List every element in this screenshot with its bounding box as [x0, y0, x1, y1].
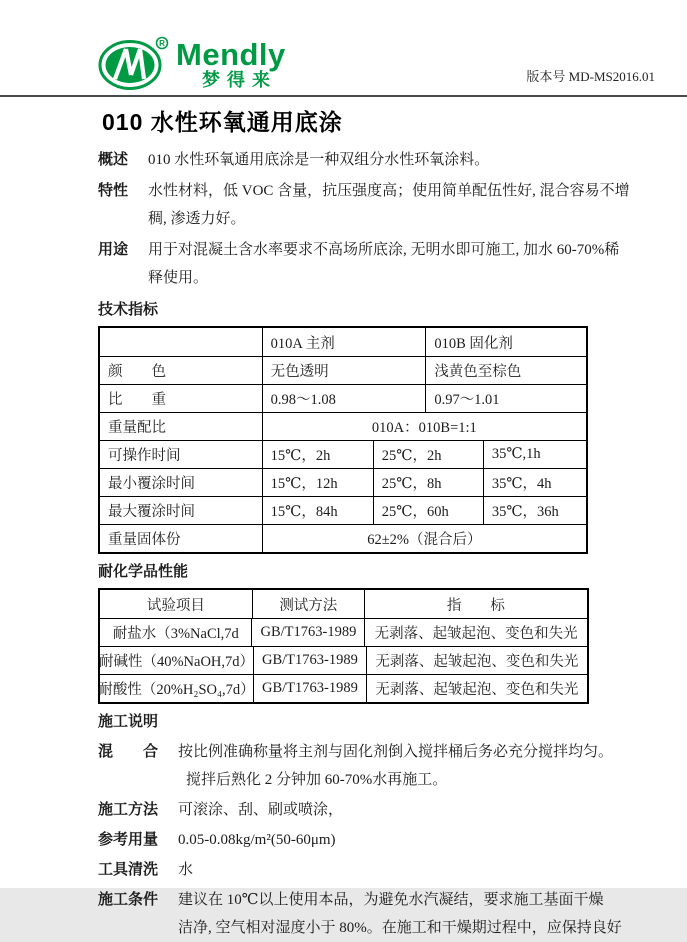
tool-cleaning-label: 工具清洗 [98, 861, 159, 878]
table-row [100, 328, 586, 356]
table-row [100, 440, 586, 468]
table-row [100, 524, 586, 552]
tech-max-15: 15℃，84h [262, 497, 373, 524]
usage-text [148, 236, 620, 292]
tech-solids-value: 62±2%（混合后） [262, 525, 586, 552]
table-row [100, 468, 586, 496]
chem-header-index: 指 标 [364, 590, 587, 618]
tech-min-25: 25℃，8h [373, 469, 483, 496]
tech-header-blank [100, 328, 262, 356]
dosage-label: 参考用量 [98, 831, 159, 848]
tech-pot-label: 可操作时间 [108, 448, 181, 464]
tech-ratio-label: 重量配比 [108, 420, 166, 436]
chem-resistance-heading: 耐化学品性能 [98, 563, 189, 580]
overview-text [148, 146, 592, 174]
features-line2: 稠, 渗透力好。 [148, 211, 246, 227]
tech-max-35: 35℃，36h [483, 497, 586, 524]
tech-max-recoat-label: 最大覆涂时间 [108, 504, 195, 520]
tech-min-35: 35℃，4h [483, 469, 586, 496]
tech-min-recoat-label: 最小覆涂时间 [108, 476, 195, 492]
usage-label: 用途 [98, 241, 129, 258]
chem-r1-item: 耐盐水（3%NaCl,7d [112, 626, 239, 642]
method-text: 可滚涂、刮、刷或喷涂， [178, 802, 344, 818]
overview-label: 概述 [98, 151, 129, 168]
tool-cleaning-row [98, 856, 592, 884]
tech-solids-label: 重量固体份 [108, 532, 181, 548]
chem-resistance-table [98, 588, 589, 704]
tech-pot-15: 15℃，2h [262, 441, 373, 468]
mixing-label: 混 合 [98, 743, 159, 760]
chem-header-item: 试验项目 [146, 597, 205, 614]
table-row [100, 618, 587, 646]
document-content [98, 104, 630, 942]
mixing-line2: 搅拌后熟化 2 分钟加 60-70%水再施工。 [186, 772, 448, 788]
usage-line1: 用于对混凝土含水率要求不高场所底涂, 无明水即可施工, 加水 60-70%稀 [148, 242, 620, 258]
table-row [100, 356, 586, 384]
tool-cleaning-text: 水 [178, 862, 194, 878]
chem-r3-method: GB/T1763-1989 [253, 675, 366, 702]
conditions-row [98, 886, 622, 942]
chem-r1-index: 无剥落、起皱起泡、变色和失光 [364, 619, 587, 646]
chem-r3-index: 无剥落、起皱起泡、变色和失光 [366, 675, 587, 702]
mendly-logo-icon [98, 34, 172, 92]
registered-mark: R [159, 39, 165, 48]
table-row [100, 646, 587, 674]
conditions-line2: 洁净, 空气相对湿度小于 80%。在施工和干燥期过程中，应保持良好 [178, 920, 622, 936]
chem-header-method: 测试方法 [252, 590, 364, 618]
overview-paragraph [98, 146, 592, 174]
usage-paragraph [98, 236, 620, 292]
brand-logo [98, 34, 286, 92]
conditions-label: 施工条件 [98, 891, 159, 908]
features-line1: 水性材料，低 VOC 含量，抗压强度高；使用简单配伍性好, 混合容易不增 [148, 183, 630, 199]
tech-header-col-a: 010A 主剂 [262, 328, 426, 356]
chem-r1-method: GB/T1763-1989 [251, 619, 364, 646]
features-text [148, 177, 630, 233]
table-row [100, 384, 586, 412]
features-label: 特性 [98, 182, 129, 199]
chem-r2-item: 耐碱性（40%NaOH,7d） [98, 654, 255, 670]
brand-text [176, 37, 286, 90]
brand-name-chinese: 梦得来 [202, 70, 277, 90]
usage-line2: 释使用。 [148, 270, 209, 286]
table-row [100, 412, 586, 440]
method-label: 施工方法 [98, 801, 159, 818]
tech-pot-25: 25℃，2h [373, 441, 483, 468]
method-row [98, 796, 592, 824]
conditions-line1: 建议在 10℃以上使用本品，为避免水汽凝结，要求施工基面干燥 [178, 892, 604, 908]
page-title: 010 水性环氧通用底涂 [102, 109, 343, 135]
tech-color-a: 无色透明 [262, 357, 426, 384]
chem-r2-method: GB/T1763-1989 [253, 647, 366, 674]
tech-max-25: 25℃，60h [373, 497, 483, 524]
conditions-text [178, 886, 622, 942]
chem-r3-item: 耐酸性（20%H₂SO₄,7d） [98, 682, 255, 698]
dosage-row [98, 826, 592, 854]
mixing-row [98, 738, 614, 794]
tech-gravity-label: 比 重 [108, 392, 166, 408]
tech-color-label: 颜 色 [108, 364, 166, 380]
tech-color-b: 浅黄色至棕色 [425, 357, 586, 384]
features-paragraph [98, 177, 630, 233]
tech-specs-table [98, 326, 588, 554]
table-row [100, 496, 586, 524]
version-number: 版本号 MD-MS2016.01 [526, 69, 655, 84]
chem-r2-index: 无剥落、起皱起泡、变色和失光 [366, 647, 587, 674]
tech-ratio-value: 010A：010B=1:1 [262, 413, 586, 440]
table-row [100, 590, 587, 618]
brand-name: Mendly [176, 37, 286, 72]
header-divider [0, 95, 687, 97]
tech-header-col-b: 010B 固化剂 [425, 328, 586, 356]
mixing-line1: 按比例准确称量将主剂与固化剂倒入搅拌桶后务必充分搅拌均匀。 [178, 744, 614, 760]
tech-gravity-a: 0.98～1.08 [262, 385, 426, 412]
tech-min-15: 15℃，12h [262, 469, 373, 496]
tech-gravity-b: 0.97～1.01 [425, 385, 586, 412]
construction-heading: 施工说明 [98, 713, 159, 730]
table-row [100, 674, 587, 702]
tech-pot-35: 35℃,1h [483, 441, 586, 468]
mixing-text [178, 738, 614, 794]
dosage-text: 0.05-0.08kg/m²(50-60μm) [178, 832, 336, 848]
overview-line1: 010 水性环氧通用底涂是一种双组分水性环氧涂料。 [148, 152, 490, 168]
tech-specs-heading: 技术指标 [98, 301, 159, 318]
